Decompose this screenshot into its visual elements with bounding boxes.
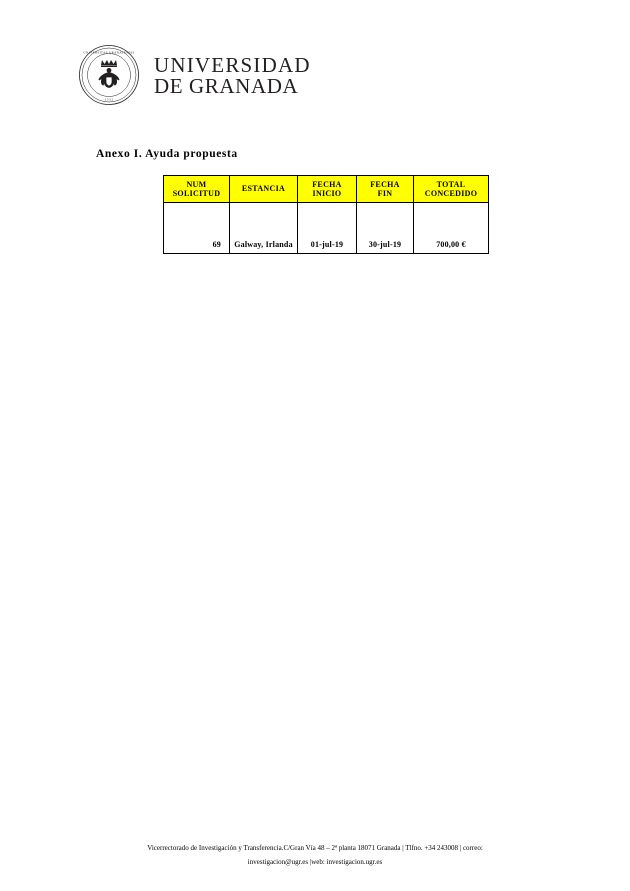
document-footer — [0, 842, 630, 869]
cell-fecha-inicio: 01-jul-19 — [298, 203, 357, 254]
column-header-estancia — [230, 176, 298, 203]
ugr-crest-icon — [78, 44, 140, 106]
svg-text:UNIVERSITAS GRANATENSIS: UNIVERSITAS GRANATENSIS — [83, 50, 135, 55]
header-line-1: NUM — [186, 179, 207, 189]
header-line-1: FECHA — [312, 179, 342, 189]
wordmark-line-1: UNIVERSIDAD — [154, 52, 311, 77]
university-wordmark — [154, 53, 311, 98]
aid-table-container — [163, 175, 488, 254]
header-line-1: TOTAL — [436, 179, 466, 189]
page-title: Anexo I. Ayuda propuesta — [96, 148, 238, 160]
wordmark-line-2: DE GRANADA — [154, 74, 299, 98]
cell-num-solicitud: 69 — [164, 203, 230, 254]
footer-line-2: investigacion@ugr.es |web: investigacion.ugr.es — [247, 857, 383, 866]
column-header-fecha-inicio — [298, 176, 357, 203]
cell-fecha-fin: 30-jul-19 — [357, 203, 414, 254]
svg-text:1531: 1531 — [104, 97, 114, 102]
header-line-2: FIN — [377, 189, 393, 198]
header-line-1: ESTANCIA — [241, 184, 286, 194]
cell-estancia: Galway, Irlanda — [230, 203, 298, 254]
document-header — [78, 44, 311, 106]
cell-total-concedido: 700,00 € — [414, 203, 489, 254]
column-header-fecha-fin — [357, 176, 414, 203]
header-line-1: FECHA — [370, 179, 400, 189]
footer-line-1: Vicerrectorado de Investigación y Transferencia.C/Gran Vía 48 – 2ª planta 18071 Granada | Tlfno. +34 243008 | correo: — [147, 844, 483, 853]
header-line-2: CONCEDIDO — [424, 189, 478, 198]
aid-table — [163, 175, 489, 254]
column-header-total-concedido — [414, 176, 489, 203]
table-header-row — [164, 176, 489, 203]
header-line-2: SOLICITUD — [172, 189, 221, 198]
column-header-num-solicitud — [164, 176, 230, 203]
table-row — [164, 203, 489, 254]
header-line-2: INICIO — [312, 189, 342, 198]
